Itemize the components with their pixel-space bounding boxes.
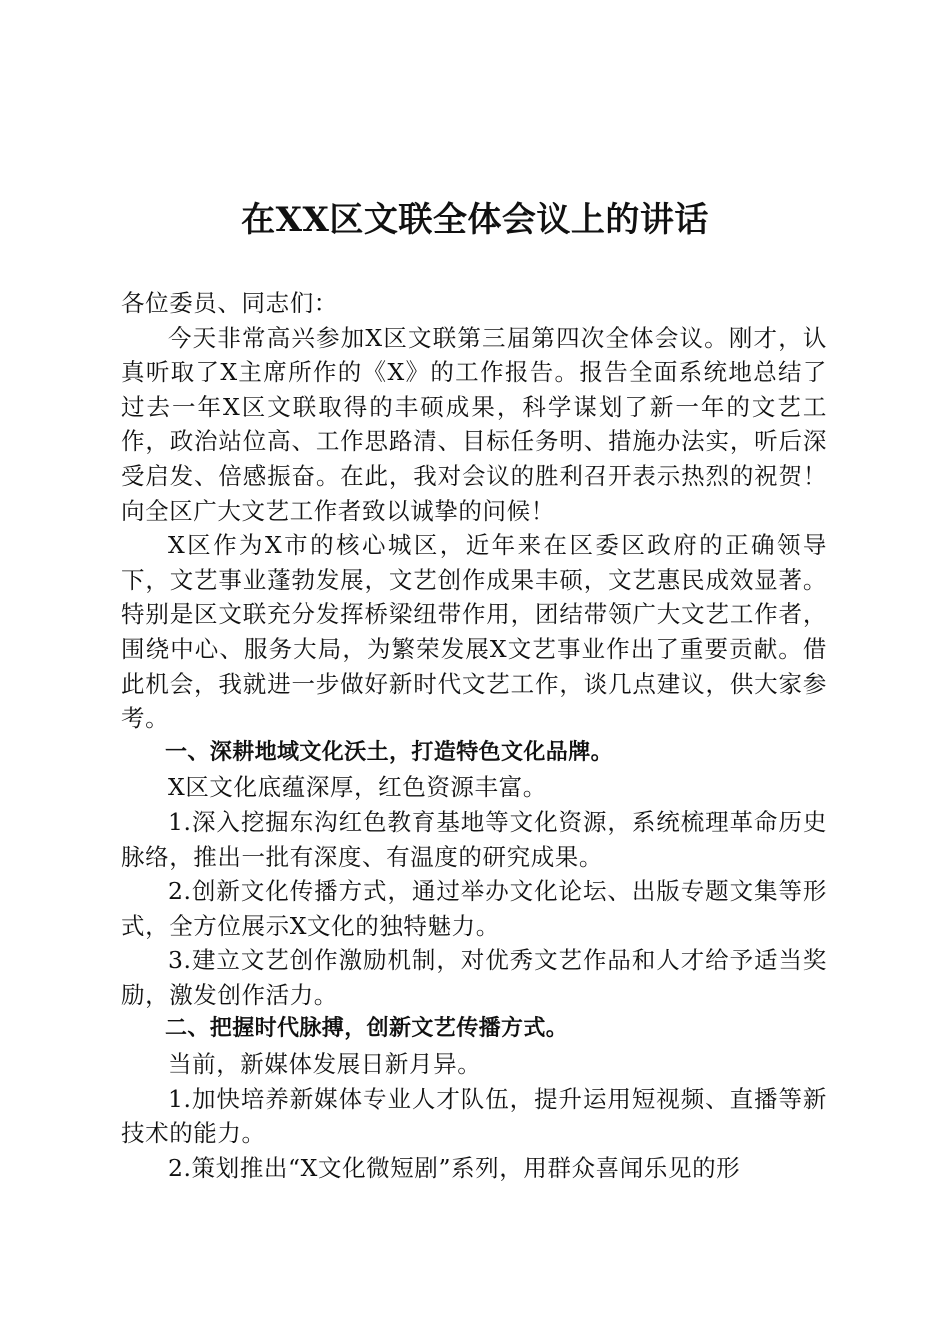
document-title: 在XX区文联全体会议上的讲话 [241, 200, 709, 240]
list-item: 2.创新文化传播方式，通过举办文化论坛、出版专题文集等形式，全方位展示X文化的独特魅力。 [121, 877, 827, 940]
list-item: 2.策划推出“X文化微短剧”系列，用群众喜闻乐见的形 [168, 1153, 741, 1182]
document-body [121, 286, 827, 1185]
paragraph-background: X区作为X市的核心城区，近年来在区委区政府的正确领导下，文艺事业蓬勃发展，文艺创作成果丰硕，文艺惠民成效显著。特别是区文联充分发挥桥梁纽带作用，团结带领广大文艺工作者，围绕中心、服务大局，为繁荣发展X文艺事业作出了重要贡献。借此机会，我就进一步做好新时代文艺工作，谈几点建议，供大家参考。 [121, 531, 827, 733]
salutation: 各位委员、同志们： [121, 289, 338, 317]
paragraph-opening: 今天非常高兴参加X区文联第三届第四次全体会议。刚才，认真听取了X主席所作的《X》的工作报告。报告全面系统地总结了过去一年X区文联取得的丰硕成果，科学谋划了新一年的文艺工作，政治站位高、工作思路清、目标任务明、措施办法实，听后深受启发、倍感振奋。在此，我对会议的胜利召开表示热烈的祝贺！向全区广大文艺工作者致以诚挚的问候！ [121, 323, 827, 525]
list-item: 1.深入挖掘东沟红色教育基地等文化资源，系统梳理革命历史脉络，推出一批有深度、有温度的研究成果。 [121, 807, 827, 871]
list-item: 3.建立文艺创作激励机制，对优秀文艺作品和人才给予适当奖励，激发创作活力。 [121, 946, 827, 1009]
section-heading-2: 二、把握时代脉搏，创新文艺传播方式。 [165, 1016, 569, 1042]
section-intro-2: 当前，新媒体发展日新月异。 [168, 1050, 482, 1079]
section-heading-1: 一、深耕地域文化沃土，打造特色文化品牌。 [165, 739, 614, 765]
section-intro-1: X区文化底蕴深厚，红色资源丰富。 [168, 773, 547, 802]
list-item: 1.加快培养新媒体专业人才队伍，提升运用短视频、直播等新技术的能力。 [121, 1084, 827, 1148]
